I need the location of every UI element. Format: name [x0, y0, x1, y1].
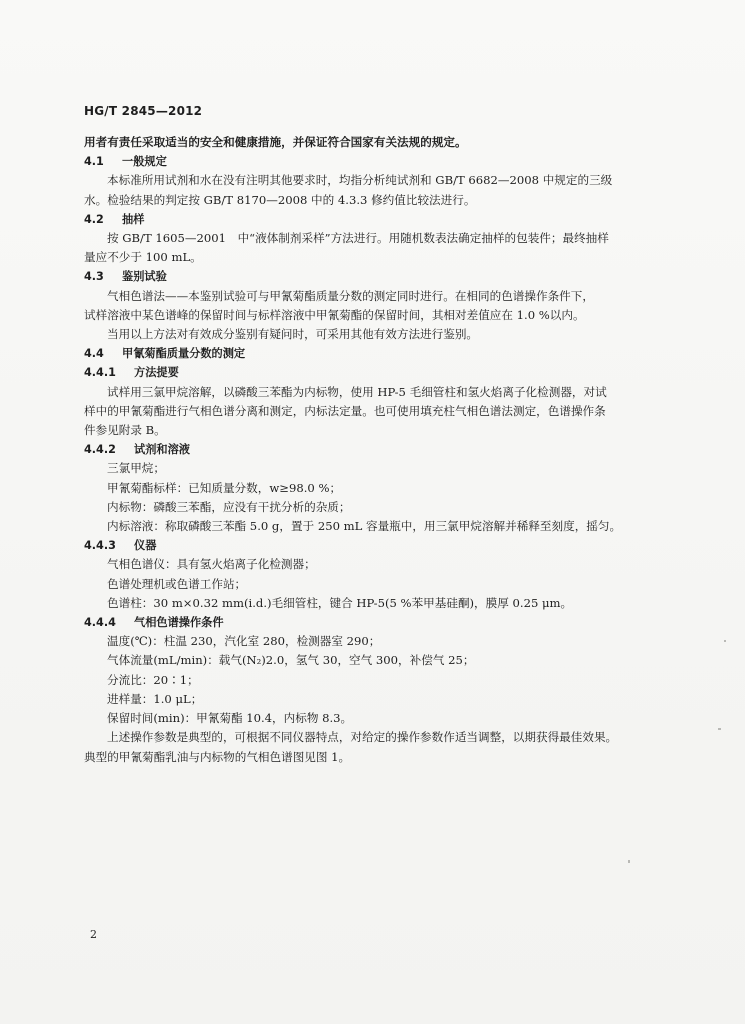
paragraph: 试样用三氯甲烷溶解，以磷酸三苯酯为内标物，使用 HP-5 毛细管柱和氢火焰离子化检测器，对试	[107, 384, 607, 399]
section-number: 4.4.2	[84, 443, 116, 457]
section-number: 4.4.4	[84, 616, 116, 630]
condition-item: 保留时间(min)：甲氰菊酯 10.4，内标物 8.3。	[107, 711, 353, 726]
condition-item: 气体流量(mL/min)：载气(N₂)2.0，氢气 30，空气 300，补偿气 25；	[107, 653, 475, 668]
section-number: 4.4.1	[84, 366, 116, 380]
section-4-1-heading	[84, 152, 674, 171]
section-title: 仪器	[134, 539, 157, 553]
section-4-4-4-heading	[84, 613, 674, 632]
document-body	[84, 133, 674, 767]
section-4-4-3-heading	[84, 536, 674, 555]
intro-line: 用者有责任采取适当的安全和健康措施，并保证符合国家有关法规的规定。	[84, 135, 467, 149]
scan-speck	[724, 640, 726, 642]
section-4-4-1-heading	[84, 363, 674, 382]
instrument-item: 色谱柱：30 m×0.32 mm(i.d.)毛细管柱，键合 HP-5(5 %苯甲基硅酮)，膜厚 0.25 μm。	[107, 595, 573, 610]
paragraph: 当用以上方法对有效成分鉴别有疑问时，可采用其他有效方法进行鉴别。	[107, 327, 479, 342]
paragraph: 按 GB/T 1605—2001 中“液体制剂采样”方法进行。用随机数表法确定抽样的包装件；最终抽样	[107, 231, 609, 246]
reagent-item: 三氯甲烷；	[107, 461, 165, 476]
section-number: 4.2	[84, 212, 104, 226]
reagent-item: 内标溶液：称取磷酸三苯酯 5.0 g，置于 250 mL 容量瓶中，用三氯甲烷溶解并稀释至刻度，摇匀。	[107, 519, 622, 534]
condition-item: 进样量：1.0 μL；	[107, 691, 203, 706]
paragraph-continuation: 典型的甲氰菊酯乳油与内标物的气相色谱图见图 1。	[84, 749, 351, 764]
scan-speck	[718, 728, 721, 730]
section-number: 4.1	[84, 155, 104, 169]
standard-code: HG/T 2845—2012	[84, 104, 203, 118]
paragraph-continuation: 量应不少于 100 mL。	[84, 250, 202, 265]
section-title: 一般规定	[122, 155, 167, 169]
section-4-3-heading	[84, 267, 674, 286]
paragraph: 气相色谱法——本鉴别试验可与甲氰菊酯质量分数的测定同时进行。在相同的色谱操作条件下，	[107, 288, 594, 303]
section-title: 方法提要	[134, 366, 179, 380]
section-title: 鉴别试验	[122, 270, 167, 284]
reagent-item: 内标物：磷酸三苯酯，应没有干扰分析的杂质；	[107, 499, 351, 514]
section-4-2-heading	[84, 210, 674, 229]
paragraph-continuation: 试样溶液中某色谱峰的保留时间与标样溶液中甲氰菊酯的保留时间，其相对差值应在 1.0 %以内。	[84, 307, 585, 322]
instrument-item: 色谱处理机或色谱工作站；	[107, 576, 247, 591]
instrument-item: 气相色谱仪：具有氢火焰离子化检测器；	[107, 557, 316, 572]
paragraph-continuation: 件参见附录 B。	[84, 423, 166, 438]
section-title: 试剂和溶液	[134, 443, 190, 457]
paragraph: 本标准所用试剂和水在没有注明其他要求时，均指分析纯试剂和 GB/T 6682—2008 中规定的三级	[107, 173, 613, 188]
condition-item: 分流比：20∶1；	[107, 672, 199, 687]
section-title: 抽样	[122, 212, 145, 226]
section-title: 甲氰菊酯质量分数的测定	[122, 347, 246, 361]
scan-speck	[628, 860, 630, 863]
condition-item: 温度(℃)：柱温 230，汽化室 280，检测器室 290；	[107, 634, 381, 649]
section-number: 4.4.3	[84, 539, 116, 553]
paragraph-continuation: 样中的甲氰菊酯进行气相色谱分离和测定，内标法定量。也可使用填充柱气相色谱法测定，色谱操作条	[84, 403, 606, 418]
section-number: 4.3	[84, 270, 104, 284]
section-4-4-2-heading	[84, 440, 674, 459]
page-number: 2	[90, 928, 97, 941]
section-title: 气相色谱操作条件	[134, 616, 224, 630]
paragraph-continuation: 水。检验结果的判定按 GB/T 8170—2008 中的 4.3.3 修约值比较法进行。	[84, 192, 476, 207]
reagent-item: 甲氰菊酯标样：已知质量分数，w≥98.0 %；	[107, 480, 342, 495]
paragraph: 上述操作参数是典型的，可根据不同仪器特点，对给定的操作参数作适当调整，以期获得最佳效果。	[107, 730, 618, 745]
section-number: 4.4	[84, 347, 104, 361]
section-4-4-heading	[84, 344, 674, 363]
